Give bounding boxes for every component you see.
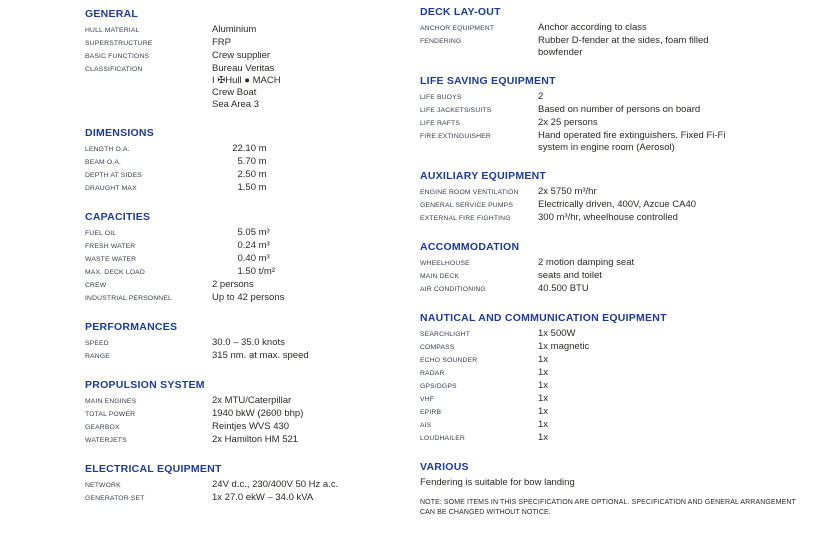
spec-value [212, 169, 267, 181]
section-title: PROPULSION SYSTEM [85, 379, 205, 391]
spec-label: TOTAL POWER [85, 411, 136, 418]
spec-value: 1x [538, 406, 549, 417]
spec-value: 2x Hamilton HM 521 [212, 434, 299, 445]
spec-value: 2 persons [212, 279, 254, 290]
section-title: DECK LAY-OUT [420, 6, 501, 18]
spec-row [420, 117, 822, 130]
spec-value [212, 227, 270, 239]
spec-label: AIS [420, 422, 432, 429]
spec-value: 1x [538, 380, 549, 391]
section-text: Fendering is suitable for bow landing [420, 477, 575, 488]
spec-value-number: 0.24 [237, 240, 256, 251]
spec-row [420, 270, 822, 283]
spec-row [420, 341, 822, 354]
spec-label: LOUDHAILER [420, 435, 465, 442]
spec-value: Crew supplier [212, 50, 271, 61]
spec-row [420, 35, 822, 59]
spec-value: Based on number of persons on board [538, 104, 701, 115]
footnote: NOTE: SOME ITEMS IN THIS SPECIFICATION ARE OPTIONAL. SPECIFICATION AND GENERAL ARRANGEMENT CAN BE CHANGED WITHOUT NOTICE. [420, 499, 796, 516]
spec-value [538, 130, 725, 154]
spec-value: 1x [538, 354, 549, 365]
spec-row [420, 91, 822, 104]
spec-label: GENERAL SERVICE PUMPS [420, 202, 514, 209]
spec-label: WATERJETS [85, 437, 127, 444]
spec-label: FRESH WATER [85, 243, 136, 250]
section-title: LIFE SAVING EQUIPMENT [420, 75, 556, 87]
spec-label: DRAUGHT MAX [85, 185, 137, 192]
spec-value-number: 5.70 [237, 156, 256, 167]
spec-value-number: 5.05 [237, 227, 256, 238]
spec-label: RANGE [85, 353, 110, 360]
spec-label: LIFE BUOYS [420, 94, 462, 101]
spec-row [420, 199, 822, 212]
spec-row [420, 257, 822, 270]
spec-label: LIFE JACKETS/SUITS [420, 107, 492, 114]
spec-row [420, 419, 822, 432]
spec-label: FUEL OIL [85, 230, 117, 237]
spec-label: MAIN ENGINES [85, 398, 137, 405]
spec-value: 1x [538, 367, 549, 378]
spec-label: GENERATOR SET [85, 495, 145, 502]
spec-value-line: Bureau Veritas [212, 63, 275, 74]
spec-value-unit: m [258, 182, 267, 193]
spec-row [420, 354, 822, 367]
section-title: AUXILIARY EQUIPMENT [420, 170, 547, 182]
spec-label: ANCHOR EQUIPMENT [420, 25, 495, 32]
spec-value: 24V d.c., 230/400V 50 Hz a.c. [212, 479, 339, 490]
spec-label: EPIRB [420, 409, 442, 416]
spec-value: 1x [538, 432, 549, 443]
spec-value [212, 182, 267, 194]
section-electrical-equipment [85, 463, 390, 505]
spec-row [420, 380, 822, 393]
spec-row [420, 367, 822, 380]
spec-row [85, 240, 390, 253]
spec-row [420, 186, 822, 199]
spec-row [85, 408, 390, 421]
left-column [85, 0, 390, 521]
spec-value: 2 motion damping seat [538, 257, 635, 268]
spec-value: 40.500 BTU [538, 283, 589, 294]
section-auxiliary-equipment [420, 170, 822, 225]
section-title: PERFORMANCES [85, 321, 178, 333]
spec-value: Aluminium [212, 24, 257, 35]
spec-row [85, 227, 390, 240]
spec-label: SEARCHLIGHT [420, 331, 470, 338]
section-nautical-and-communication-equipment [420, 312, 822, 445]
section-title: VARIOUS [420, 461, 469, 473]
spec-value: 1x magnetic [538, 341, 590, 352]
section-various [420, 461, 822, 517]
spec-value-unit: t/m² [258, 266, 275, 277]
spec-label: BEAM O.A. [85, 159, 122, 166]
spec-row [85, 479, 390, 492]
spec-row [420, 393, 822, 406]
section-dimensions [85, 127, 390, 195]
spec-value: 300 m³/hr, wheelhouse controlled [538, 212, 678, 223]
spec-value [538, 35, 709, 59]
spec-label: NETWORK [85, 482, 121, 489]
spec-value: 2x 5750 m³/hr [538, 186, 597, 197]
spec-label: VHF [420, 396, 435, 403]
spec-value-unit: m³ [258, 253, 270, 264]
spec-label: HULL MATERIAL [85, 27, 140, 34]
spec-label: GPS/DGPS [420, 383, 457, 390]
spec-label: WASTE WATER [85, 256, 137, 263]
spec-value: Electrically driven, 400V, Azcue CA40 [538, 199, 697, 210]
spec-value-number: 22.10 [232, 143, 256, 154]
spec-value-unit: m³ [258, 227, 270, 238]
section-accommodation [420, 241, 822, 296]
spec-value: 30.0 – 35.0 knots [212, 337, 285, 348]
spec-row [420, 432, 822, 445]
spec-value: seats and toilet [538, 270, 602, 281]
section-title: NAUTICAL AND COMMUNICATION EQUIPMENT [420, 312, 667, 324]
spec-value-unit: m³ [258, 240, 270, 251]
spec-row [85, 143, 390, 156]
spec-label: AIR CONDITIONING [420, 286, 486, 293]
spec-label: CREW [85, 282, 107, 289]
spec-value-line: bowfender [538, 47, 583, 58]
spec-row [85, 169, 390, 182]
spec-label: MAX. DECK LOAD [85, 269, 145, 276]
spec-label: COMPASS [420, 344, 455, 351]
spec-label: ECHO SOUNDER [420, 357, 478, 364]
section-title: ELECTRICAL EQUIPMENT [85, 463, 222, 475]
spec-value-line: Hand operated fire extinguishers. Fixed Fi-Fi [538, 130, 726, 141]
section-title: CAPACITIES [85, 211, 151, 223]
spec-value: Reintjes WVS 430 [212, 421, 290, 432]
spec-row [420, 328, 822, 341]
spec-row [420, 212, 822, 225]
section-general [85, 8, 390, 111]
spec-value: Anchor according to class [538, 22, 647, 33]
spec-value-number: 1.50 [237, 266, 256, 277]
spec-value-unit: m [258, 156, 267, 167]
spec-value: 2x 25 persons [538, 117, 598, 128]
spec-value [212, 240, 270, 252]
spec-value-line: system in engine room (Aerosol) [538, 142, 675, 153]
spec-value-unit: m [258, 169, 267, 180]
section-propulsion-system [85, 379, 390, 447]
spec-label: SUPERSTRUCTURE [85, 40, 153, 47]
spec-row [85, 253, 390, 266]
section-title: ACCOMMODATION [420, 241, 520, 253]
spec-value: 315 nm. at max. speed [212, 350, 309, 361]
spec-row [85, 63, 390, 111]
spec-label: SPEED [85, 340, 109, 347]
spec-value-line: Rubber D-fender at the sides, foam filled [538, 35, 709, 46]
spec-row [85, 279, 390, 292]
spec-value-number: 1.50 [237, 182, 256, 193]
spec-row [85, 421, 390, 434]
spec-label: MAIN DECK [420, 273, 460, 280]
spec-label: INDUSTRIAL PERSONNEL [85, 295, 172, 302]
spec-value: FRP [212, 37, 231, 48]
spec-value-line: Sea Area 3 [212, 99, 260, 110]
spec-value [212, 63, 281, 111]
section-life-saving-equipment [420, 75, 822, 154]
spec-row [420, 406, 822, 419]
spec-row [85, 50, 390, 63]
spec-value-number: 0.40 [237, 253, 256, 264]
spec-row [85, 434, 390, 447]
spec-label: CLASSIFICATION [85, 66, 143, 73]
spec-row [420, 22, 822, 35]
spec-row [85, 24, 390, 37]
spec-label: BASIC FUNCTIONS [85, 53, 150, 60]
spec-row [420, 283, 822, 296]
section-deck-lay-out [420, 6, 822, 59]
spec-row [420, 130, 822, 154]
spec-label: DEPTH AT SIDES [85, 172, 142, 179]
section-title: GENERAL [85, 8, 139, 20]
spec-value: 1940 bkW (2600 bhp) [212, 408, 304, 419]
spec-row [420, 104, 822, 117]
spec-label: WHEELHOUSE [420, 260, 470, 267]
spec-label: FIRE EXTINGUISHER [420, 133, 491, 140]
spec-value: 1x [538, 393, 549, 404]
spec-value-line: I ✠Hull ● MACH [212, 75, 281, 86]
right-column [420, 0, 822, 533]
spec-value: Up to 42 persons [212, 292, 285, 303]
spec-label: EXTERNAL FIRE FIGHTING [420, 215, 511, 222]
spec-value [212, 143, 267, 155]
spec-label: RADAR [420, 370, 445, 377]
section-title: DIMENSIONS [85, 127, 155, 139]
section-performances [85, 321, 390, 363]
spec-value: 2x MTU/Caterpillar [212, 395, 292, 406]
spec-row [85, 395, 390, 408]
spec-value: 1x [538, 419, 549, 430]
spec-row [85, 156, 390, 169]
spec-value-number: 2.50 [237, 169, 256, 180]
spec-value-line: Crew Boat [212, 87, 257, 98]
spec-value: 2 [538, 91, 544, 102]
spec-label: FENDERING [420, 38, 462, 45]
section-capacities [85, 211, 390, 305]
spec-row [85, 37, 390, 50]
spec-value [212, 253, 270, 265]
spec-label: LIFE RAFTS [420, 120, 461, 127]
spec-value: 1x 27.0 ekW – 34.0 kVA [212, 492, 314, 503]
spec-row [85, 337, 390, 350]
spec-row [85, 182, 390, 195]
spec-value-unit: m [258, 143, 267, 154]
spec-row [85, 492, 390, 505]
spec-value [212, 156, 267, 168]
spec-value [212, 266, 275, 278]
spec-row [85, 292, 390, 305]
spec-label: GEARBOX [85, 424, 120, 431]
spec-row [85, 350, 390, 363]
spec-row [85, 266, 390, 279]
spec-value: 1x 500W [538, 328, 576, 339]
spec-label: LENGTH O.A. [85, 146, 130, 153]
spec-label: ENGINE ROOM VENTILATION [420, 189, 519, 196]
